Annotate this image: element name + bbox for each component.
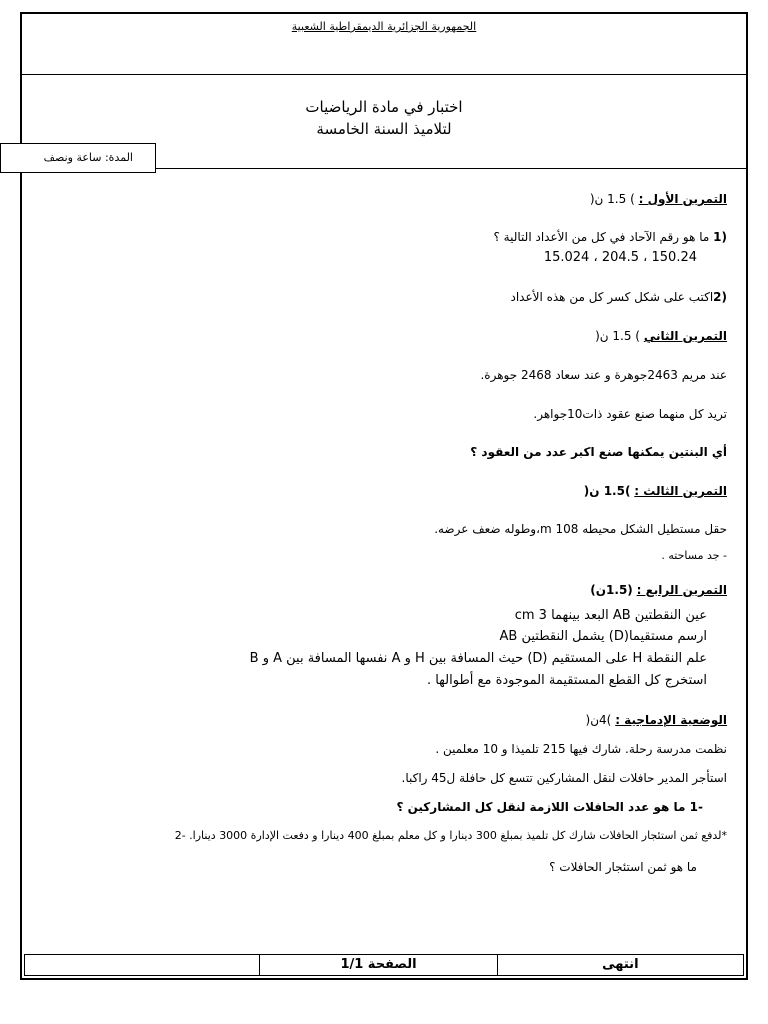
ex1-title: التمرين الأول : — [638, 192, 727, 206]
exam-subtitle: لتلاميذ السنة الخامسة — [316, 120, 452, 138]
ex1-q2 — [30, 290, 727, 304]
footer-bar — [24, 954, 744, 976]
ex4-line3: علم النقطة H على المستقيم (D) حيث المسافة بين H و A نفسها المسافة بين A و B — [249, 651, 707, 666]
ex5-line2: استأجر المدير حافلات لنقل المشاركين تتسع كل حافلة ل45 راكبا. — [401, 771, 727, 785]
ex1-q2-text: اكتب على شكل كسر كل من هذه الأعداد — [510, 290, 714, 304]
ex5-points: )4ن( — [585, 713, 612, 727]
ex3-line2: - جد مساحته . — [661, 549, 727, 562]
ex3-line1: حقل مستطيل الشكل محيطه m 108،وطوله ضعف عرضه. — [434, 522, 727, 536]
ex3-title: التمرين الثالث : — [634, 484, 727, 498]
ex2-title: التمرين الثاني — [643, 329, 727, 343]
republic-header: الجمهورية الجزائرية الديمقراطية الشعبية — [291, 20, 477, 33]
ex4-line2: ارسم مستقيما(D) يشمل النقطتين AB — [499, 629, 707, 644]
ex2-line3: أي البنتين يمكنها صنع اكبر عدد من العقود ؟ — [470, 445, 727, 459]
ex3-points: )1.5 ن( — [583, 484, 631, 498]
ex5-line1: نظمت مدرسة رحلة. شارك فيها 215 تلميذا و 10 معلمين . — [435, 742, 727, 756]
ex4-heading — [30, 583, 727, 597]
ex4-points: (1.5ن) — [590, 583, 633, 597]
ex4-line1: عين النقطتين AB البعد بينهما 3 cm — [514, 608, 707, 623]
ex1-numbers: 150.24 ، 204.5 ، 15.024 — [543, 250, 697, 265]
footer-left-cell — [25, 955, 259, 975]
ex2-line1: عند مريم 2463جوهرة و عند سعاد 2468 جوهرة. — [480, 368, 727, 382]
ex2-line2: تريد كل منهما صنع عقود ذات10جواهر. — [533, 407, 727, 421]
ex5-line4: *لدفع ثمن استئجار الحافلات شارك كل تلميذ بمبلغ 300 دينارا و كل معلم بمبلغ 400 دينارا و دفعت الإدارة 3000 دينارا. -2 — [174, 829, 727, 842]
ex5-title: الوضعية الإدماجية : — [615, 713, 727, 727]
ex2-points: ) 1.5 ن( — [595, 329, 640, 343]
ex1-q1-num: (1 — [713, 230, 727, 244]
ex4-line4: استخرج كل القطع المستقيمة الموجودة مع أطوالها . — [426, 673, 707, 688]
ex5-line5: ما هو ثمن استئجار الحافلات ؟ — [549, 860, 697, 874]
ex1-q1-text: ما هو رقم الآحاد في كل من الأعداد التالية ؟ — [493, 230, 710, 244]
ex1-points: ) 1.5 ن( — [589, 192, 635, 206]
ex3-heading — [30, 484, 727, 498]
footer-page: الصفحة 1/1 — [259, 955, 496, 975]
ex5-heading — [30, 713, 727, 727]
ex1-heading — [30, 192, 727, 206]
ex1-q1 — [30, 230, 727, 244]
exam-title: اختبار في مادة الرياضيات — [305, 98, 463, 116]
divider — [20, 74, 748, 75]
ex2-heading — [30, 329, 727, 343]
ex1-q2-num: (2 — [713, 290, 727, 304]
ex4-title: التمرين الرابع : — [636, 583, 727, 597]
footer-end: انتهى — [497, 955, 743, 975]
duration-box: المدة: ساعة ونصف — [0, 143, 156, 173]
ex5-line3: -1 ما هو عدد الحافلات اللازمة لنقل كل المشاركين ؟ — [396, 800, 703, 814]
